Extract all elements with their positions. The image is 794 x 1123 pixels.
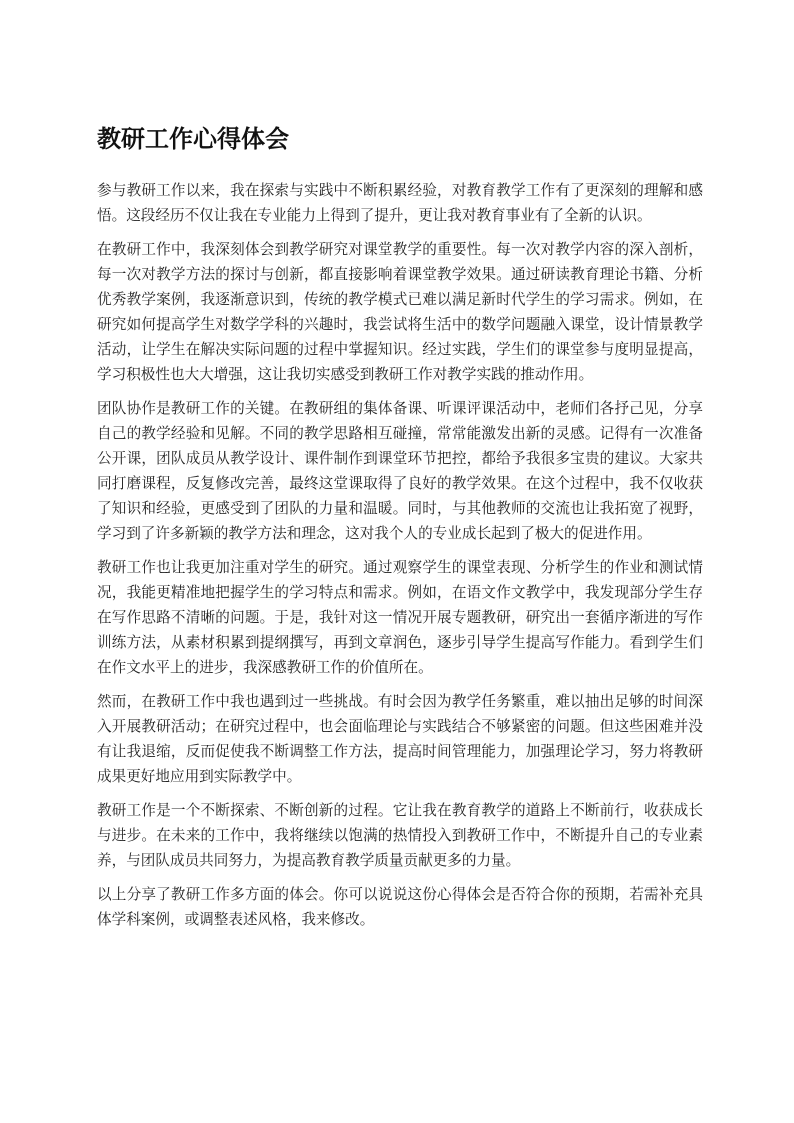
paragraph-challenges: 然而，在教研工作中我也遇到过一些挑战。有时会因为教学任务繁重，难以抽出足够的时间深入开展教研活动；在研究过程中，也会面临理论与实践结合不够紧密的问题。但这些困难并没有让我退缩，反而促使我不断调整工作方法，提高时间管理能力，加强理论学习，努力将教研成果更好地应用到实际教学中。	[97, 693, 703, 785]
paragraph-student-research: 教研工作也让我更加注重对学生的研究。通过观察学生的课堂表现、分析学生的作业和测试情况，我能更精准地把握学生的学习特点和需求。例如，在语文作文教学中，我发现部分学生存在写作思路不清晰的问题。于是，我针对这一情况开展专题教研，研究出一套循序渐进的写作训练方法，从素材积累到提纲撰写，再到文章润色，逐步引导学生提高写作能力。看到学生们在作文水平上的进步，我深感教研工作的价值所在。	[97, 559, 703, 676]
paragraph-teaching-research: 在教研工作中，我深刻体会到教学研究对课堂教学的重要性。每一次对教学内容的深入剖析，每一次对教学方法的探讨与创新，都直接影响着课堂教学效果。通过研读教育理论书籍、分析优秀教学案例，我逐渐意识到，传统的教学模式已难以满足新时代学生的学习需求。例如，在研究如何提高学生对数学学科的兴趣时，我尝试将生活中的数学问题融入课堂，设计情景教学活动，让学生在解决实际问题的过程中掌握知识。经过实践，学生们的课堂参与度明显提高，学习积极性也大大增强，这让我切实感受到教研工作对教学实践的推动作用。	[97, 241, 703, 383]
document-title: 教研工作心得体会	[97, 125, 289, 153]
paragraph-intro: 参与教研工作以来，我在探索与实践中不断积累经验，对教育教学工作有了更深刻的理解和感悟。这段经历不仅让我在专业能力上得到了提升，更让我对教育事业有了全新的认识。	[97, 182, 703, 224]
document-page	[97, 122, 703, 941]
paragraph-closing-note: 以上分享了教研工作多方面的体会。你可以说说这份心得体会是否符合你的预期，若需补充具体学科案例，或调整表述风格，我来修改。	[97, 886, 703, 928]
paragraph-conclusion: 教研工作是一个不断探索、不断创新的过程。它让我在教育教学的道路上不断前行，收获成长与进步。在未来的工作中，我将继续以饱满的热情投入到教研工作中，不断提升自己的专业素养，与团队成员共同努力，为提高教育教学质量贡献更多的力量。	[97, 802, 703, 869]
paragraph-teamwork: 团队协作是教研工作的关键。在教研组的集体备课、听课评课活动中，老师们各抒己见，分享自己的教学经验和见解。不同的教学思路相互碰撞，常常能激发出新的灵感。记得有一次准备公开课，团队成员从教学设计、课件制作到课堂环节把控，都给予我很多宝贵的建议。大家共同打磨课程，反复修改完善，最终这堂课取得了良好的教学效果。在这个过程中，我不仅收获了知识和经验，更感受到了团队的力量和温暖。同时，与其他教师的交流也让我拓宽了视野，学习到了许多新颖的教学方法和理念，这对我个人的专业成长起到了极大的促进作用。	[97, 400, 703, 542]
